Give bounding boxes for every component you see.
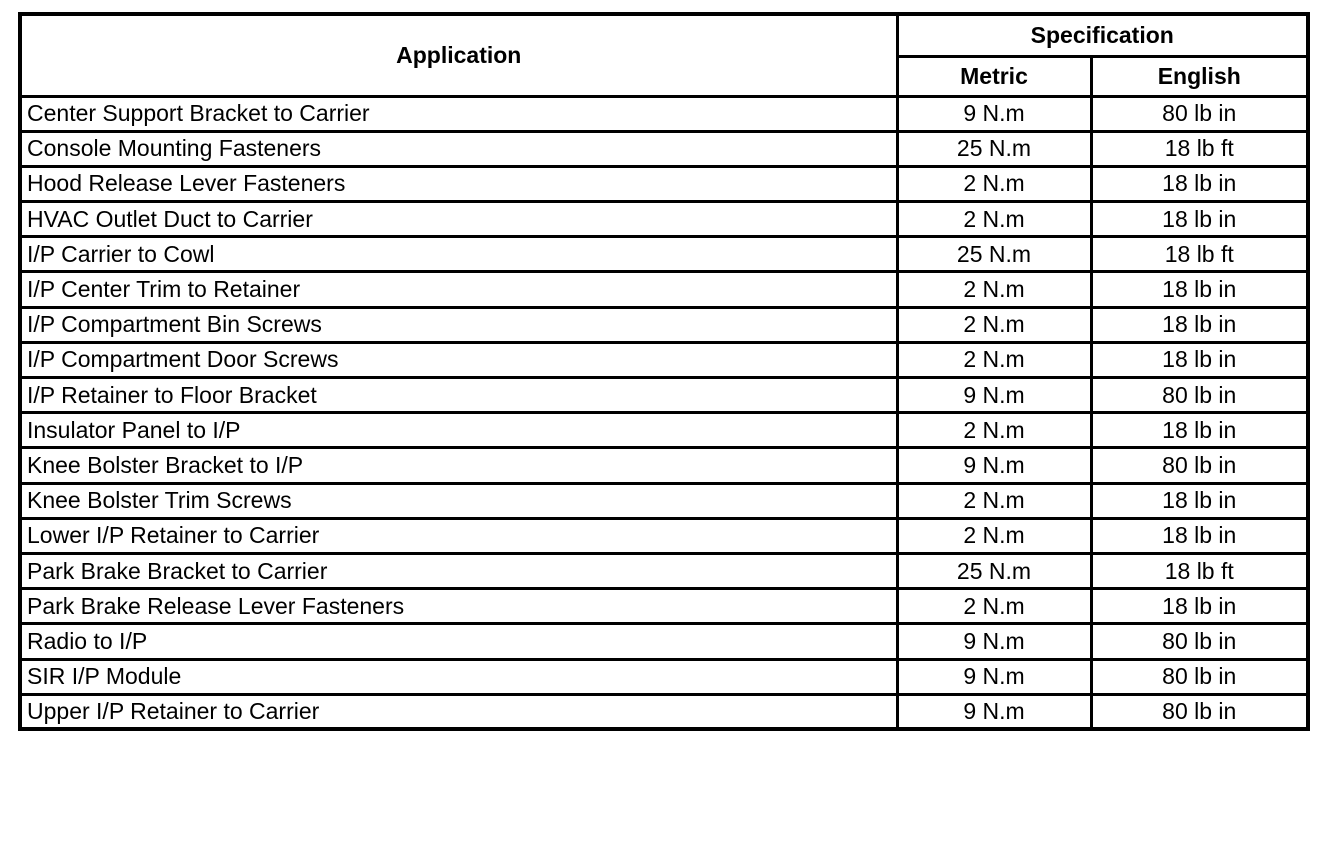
metric-cell: 2 N.m	[897, 589, 1091, 624]
table-row	[20, 307, 1308, 342]
header-row-top	[20, 14, 1308, 56]
table-row	[20, 272, 1308, 307]
table-row	[20, 483, 1308, 518]
english-cell: 18 lb ft	[1091, 131, 1308, 166]
metric-cell: 2 N.m	[897, 342, 1091, 377]
english-cell: 18 lb in	[1091, 589, 1308, 624]
metric-cell: 2 N.m	[897, 307, 1091, 342]
metric-cell: 2 N.m	[897, 518, 1091, 553]
english-cell: 18 lb in	[1091, 307, 1308, 342]
table-row	[20, 518, 1308, 553]
application-cell: Park Brake Release Lever Fasteners	[20, 589, 897, 624]
metric-cell: 9 N.m	[897, 659, 1091, 694]
application-cell: Upper I/P Retainer to Carrier	[20, 694, 897, 729]
application-cell: Insulator Panel to I/P	[20, 413, 897, 448]
table-header	[20, 14, 1308, 96]
metric-header: Metric	[897, 56, 1091, 96]
metric-cell: 9 N.m	[897, 694, 1091, 729]
table-row	[20, 202, 1308, 237]
application-cell: Knee Bolster Bracket to I/P	[20, 448, 897, 483]
application-cell: Lower I/P Retainer to Carrier	[20, 518, 897, 553]
application-cell: I/P Compartment Bin Screws	[20, 307, 897, 342]
english-cell: 18 lb in	[1091, 518, 1308, 553]
table-row	[20, 589, 1308, 624]
application-cell: Console Mounting Fasteners	[20, 131, 897, 166]
metric-cell: 2 N.m	[897, 413, 1091, 448]
english-cell: 18 lb ft	[1091, 553, 1308, 588]
english-cell: 80 lb in	[1091, 96, 1308, 131]
english-cell: 18 lb in	[1091, 202, 1308, 237]
english-cell: 80 lb in	[1091, 624, 1308, 659]
fastener-specification-table	[18, 12, 1310, 731]
table-row	[20, 624, 1308, 659]
english-cell: 80 lb in	[1091, 659, 1308, 694]
table-row	[20, 659, 1308, 694]
table-row	[20, 413, 1308, 448]
table-row	[20, 131, 1308, 166]
specification-header: Specification	[897, 14, 1308, 56]
english-cell: 80 lb in	[1091, 694, 1308, 729]
metric-cell: 25 N.m	[897, 553, 1091, 588]
english-cell: 18 lb in	[1091, 483, 1308, 518]
table-row	[20, 166, 1308, 201]
table-body	[20, 96, 1308, 729]
table-row	[20, 448, 1308, 483]
application-cell: I/P Center Trim to Retainer	[20, 272, 897, 307]
application-cell: Hood Release Lever Fasteners	[20, 166, 897, 201]
application-cell: Park Brake Bracket to Carrier	[20, 553, 897, 588]
english-cell: 80 lb in	[1091, 378, 1308, 413]
application-cell: Center Support Bracket to Carrier	[20, 96, 897, 131]
english-cell: 18 lb in	[1091, 413, 1308, 448]
english-cell: 18 lb in	[1091, 272, 1308, 307]
metric-cell: 2 N.m	[897, 483, 1091, 518]
english-header: English	[1091, 56, 1308, 96]
application-cell: I/P Retainer to Floor Bracket	[20, 378, 897, 413]
table-row	[20, 694, 1308, 729]
table-row	[20, 378, 1308, 413]
application-cell: SIR I/P Module	[20, 659, 897, 694]
metric-cell: 2 N.m	[897, 272, 1091, 307]
english-cell: 18 lb ft	[1091, 237, 1308, 272]
application-cell: I/P Compartment Door Screws	[20, 342, 897, 377]
english-cell: 80 lb in	[1091, 448, 1308, 483]
table-row	[20, 237, 1308, 272]
metric-cell: 25 N.m	[897, 131, 1091, 166]
metric-cell: 9 N.m	[897, 624, 1091, 659]
metric-cell: 2 N.m	[897, 166, 1091, 201]
application-cell: Knee Bolster Trim Screws	[20, 483, 897, 518]
application-cell: HVAC Outlet Duct to Carrier	[20, 202, 897, 237]
english-cell: 18 lb in	[1091, 166, 1308, 201]
application-cell: I/P Carrier to Cowl	[20, 237, 897, 272]
table-row	[20, 342, 1308, 377]
metric-cell: 9 N.m	[897, 96, 1091, 131]
english-cell: 18 lb in	[1091, 342, 1308, 377]
metric-cell: 25 N.m	[897, 237, 1091, 272]
application-cell: Radio to I/P	[20, 624, 897, 659]
application-header: Application	[20, 14, 897, 96]
metric-cell: 9 N.m	[897, 378, 1091, 413]
table-row	[20, 96, 1308, 131]
metric-cell: 2 N.m	[897, 202, 1091, 237]
table-row	[20, 553, 1308, 588]
metric-cell: 9 N.m	[897, 448, 1091, 483]
